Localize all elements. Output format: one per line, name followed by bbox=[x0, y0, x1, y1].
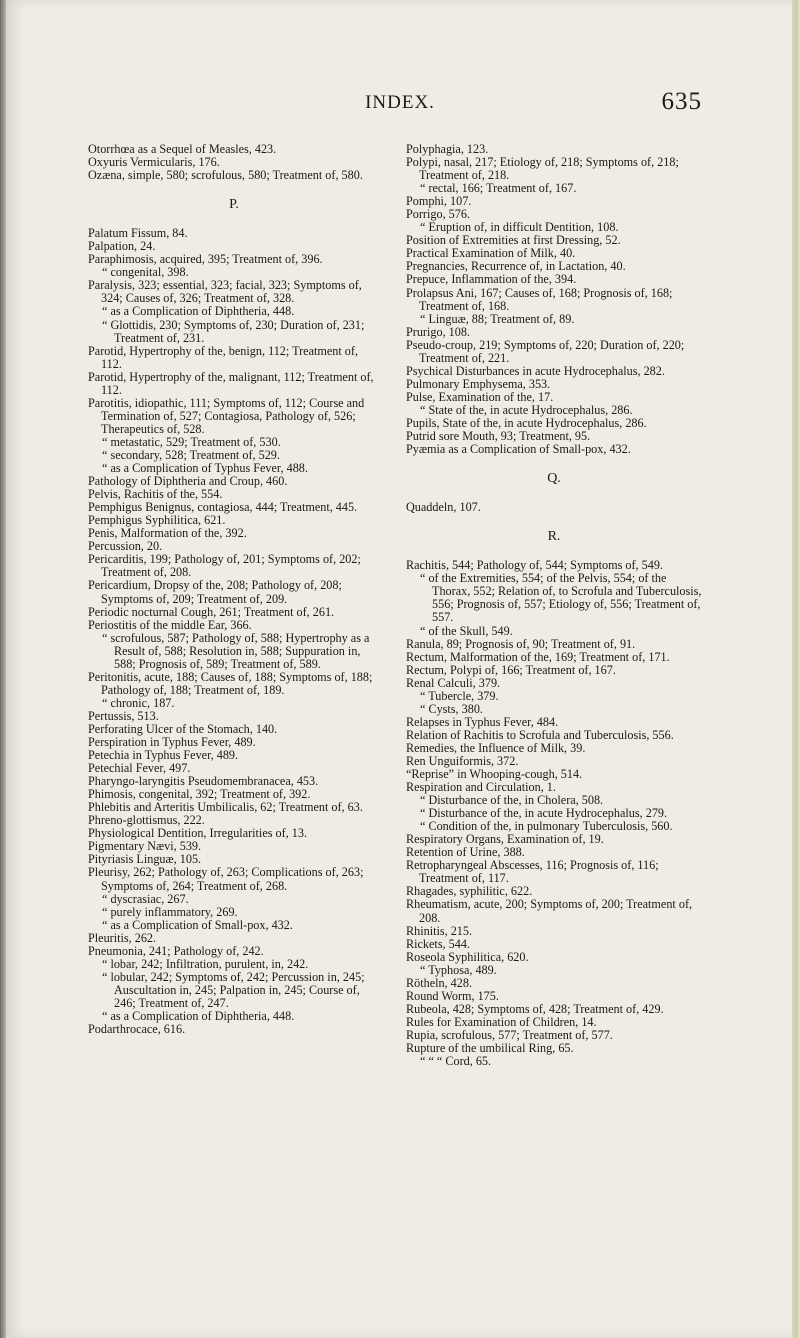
index-entry: Prepuce, Inflammation of the, 394. bbox=[406, 272, 577, 287]
index-entry: Phlebitis and Arteritis Umbilicalis, 62; Treatment of, 63. bbox=[88, 800, 363, 815]
index-entry: Podarthrocace, 616. bbox=[88, 1022, 186, 1037]
index-column-left bbox=[88, 143, 380, 1036]
index-entry: Petechia in Typhus Fever, 489. bbox=[88, 748, 239, 763]
index-entry: Pemphigus Benignus, contagiosa, 444; Treatment, 445. bbox=[88, 500, 358, 515]
running-title: INDEX. bbox=[365, 92, 435, 113]
index-subentry: “ lobular, 242; Symptoms of, 242; Percussion in, 245; Auscultation in, 245; Palpation in, 245; Course of, 246; Treatment of, 247. bbox=[102, 969, 365, 1010]
index-entry: Pseudo-croup, 219; Symptoms of, 220; Duration of, 220; Treatment of, 221. bbox=[406, 337, 685, 365]
index-entry: Pelvis, Rachitis of the, 554. bbox=[88, 487, 223, 502]
index-entry: Oxyuris Vermicularis, 176. bbox=[88, 155, 220, 170]
index-entry: Rupture of the umbilical Ring, 65. bbox=[406, 1041, 574, 1055]
index-entry: Roseola Syphilitica, 620. bbox=[406, 949, 529, 964]
index-subentry: “ Linguæ, 88; Treatment of, 89. bbox=[420, 311, 575, 326]
index-entry: Otorrhœa as a Sequel of Measles, 423. bbox=[88, 142, 277, 156]
index-entry: Pyæmia as a Complication of Small-pox, 432. bbox=[406, 442, 631, 457]
index-entry: Rupia, scrofulous, 577; Treatment of, 577. bbox=[406, 1027, 613, 1042]
index-entry: Rheumatism, acute, 200; Symptoms of, 200; Treatment of, 208. bbox=[406, 897, 693, 925]
index-entry: Pigmentary Nævi, 539. bbox=[88, 839, 202, 854]
index-entry: Retropharyngeal Abscesses, 116; Prognosis of, 116; Treatment of, 117. bbox=[406, 858, 659, 886]
index-subentry: “ lobar, 242; Infiltration, purulent, in, 242. bbox=[102, 956, 309, 971]
index-entry: Quaddeln, 107. bbox=[406, 500, 481, 515]
index-entry: Remedies, the Influence of Milk, 39. bbox=[406, 740, 586, 755]
index-entry: Pregnancies, Recurrence of, in Lactation, 40. bbox=[406, 259, 626, 274]
index-entry: Pneumonia, 241; Pathology of, 242. bbox=[88, 943, 264, 958]
index-entry: Parotid, Hypertrophy of the, malignant, 112; Treatment of, 112. bbox=[88, 369, 374, 397]
index-column-right bbox=[406, 143, 702, 1068]
page-number: 635 bbox=[661, 88, 702, 115]
index-subentry: “ as a Complication of Small-pox, 432. bbox=[102, 917, 293, 932]
index-entry: Ozæna, simple, 580; scrofulous, 580; Treatment of, 580. bbox=[88, 168, 363, 183]
index-subentry: “ as a Complication of Typhus Fever, 488. bbox=[102, 461, 308, 476]
index-entry: Pleurisy, 262; Pathology of, 263; Complications of, 263; Symptoms of, 264; Treatment of, 268. bbox=[88, 865, 364, 893]
index-entry: Periodic nocturnal Cough, 261; Treatment of, 261. bbox=[88, 604, 335, 619]
index-entry: Rötheln, 428. bbox=[406, 975, 473, 990]
index-entry: Pharyngo-laryngitis Pseudomembranacea, 453. bbox=[88, 774, 319, 789]
index-entry: Polypi, nasal, 217; Etiology of, 218; Symptoms of, 218; Treatment of, 218. bbox=[406, 155, 679, 183]
index-subentry: “ Cysts, 380. bbox=[420, 701, 483, 716]
index-subentry: “ of the Extremities, 554; of the Pelvis, 554; of the Thorax, 552; Relation of, to Scrofula and Tuberculosis, 556; Prognosis of, 557; Etiology of, 556; Treatment of, 557. bbox=[420, 571, 702, 625]
index-entry: Relapses in Typhus Fever, 484. bbox=[406, 714, 559, 729]
index-subentry: “ as a Complication of Diphtheria, 448. bbox=[102, 1009, 295, 1023]
index-entry: Periostitis of the middle Ear, 366. bbox=[88, 617, 252, 632]
index-entry: Paraphimosis, acquired, 395; Treatment of, 396. bbox=[88, 252, 323, 267]
index-entry: Pemphigus Syphilitica, 621. bbox=[88, 513, 226, 528]
index-entry: Practical Examination of Milk, 40. bbox=[406, 246, 576, 261]
page-fore-edge bbox=[792, 0, 800, 1338]
index-entry: Prurigo, 108. bbox=[406, 324, 470, 339]
index-entry: Rhagades, syphilitic, 622. bbox=[406, 884, 533, 899]
index-entry: Palpation, 24. bbox=[88, 239, 156, 254]
index-subentry: “ Tubercle, 379. bbox=[420, 688, 499, 703]
index-subentry: “ Typhosa, 489. bbox=[420, 962, 497, 977]
index-entry: Position of Extremities at first Dressing, 52. bbox=[406, 233, 621, 248]
index-entry: Ranula, 89; Prognosis of, 90; Treatment of, 91. bbox=[406, 636, 636, 651]
index-entry: Perforating Ulcer of the Stomach, 140. bbox=[88, 721, 278, 736]
index-entry: Phreno-glottismus, 222. bbox=[88, 813, 205, 828]
index-entry: Pleuritis, 262. bbox=[88, 930, 157, 945]
index-subentry: “ of the Skull, 549. bbox=[420, 623, 513, 638]
index-entry: Rectum, Polypi of, 166; Treatment of, 167. bbox=[406, 662, 616, 677]
index-entry: Respiration and Circulation, 1. bbox=[406, 780, 556, 795]
index-subentry: “ “ “ Cord, 65. bbox=[420, 1054, 492, 1069]
index-entry: Rhinitis, 215. bbox=[406, 923, 473, 938]
index-entry: “Reprise” in Whooping-cough, 514. bbox=[406, 767, 583, 782]
index-entry: Pupils, State of the, in acute Hydrocephalus, 286. bbox=[406, 415, 647, 430]
index-entry: Retention of Urine, 388. bbox=[406, 845, 525, 860]
index-subentry: “ Condition of the, in pulmonary Tuberculosis, 560. bbox=[420, 819, 673, 834]
index-entry: Parotitis, idiopathic, 111; Symptoms of, 112; Course and Termination of, 527; Contagiosa, Pathology of, 526; Therapeutics of, 528. bbox=[88, 395, 365, 436]
section-letter-heading: R. bbox=[547, 529, 561, 545]
section-letter-heading: P. bbox=[229, 197, 239, 213]
index-subentry: “ Eruption of, in difficult Dentition, 108. bbox=[420, 220, 619, 235]
index-entry: Pertussis, 513. bbox=[88, 708, 159, 723]
index-subentry: “ purely inflammatory, 269. bbox=[102, 904, 238, 919]
index-subentry: “ State of the, in acute Hydrocephalus, 286. bbox=[420, 402, 633, 417]
index-entry: Round Worm, 175. bbox=[406, 988, 499, 1003]
page-header bbox=[6, 88, 794, 118]
index-subentry: “ Disturbance of the, in acute Hydrocephalus, 279. bbox=[420, 806, 668, 821]
index-entry: Respiratory Organs, Examination of, 19. bbox=[406, 832, 604, 847]
index-entry: Pulmonary Emphysema, 353. bbox=[406, 376, 551, 391]
index-entry: Pulse, Examination of the, 17. bbox=[406, 389, 554, 404]
index-entry: Paralysis, 323; essential, 323; facial, 323; Symptoms of, 324; Causes of, 326; Treatment of, 328. bbox=[88, 278, 362, 306]
index-entry: Ren Unguiformis, 372. bbox=[406, 753, 519, 768]
index-entry: Porrigo, 576. bbox=[406, 207, 470, 222]
index-subentry: “ dyscrasiac, 267. bbox=[102, 891, 189, 906]
index-entry: Psychical Disturbances in acute Hydrocephalus, 282. bbox=[406, 363, 665, 378]
index-entry: Percussion, 20. bbox=[88, 539, 163, 554]
section-letter-heading: Q. bbox=[547, 471, 561, 487]
index-entry: Pomphi, 107. bbox=[406, 194, 472, 209]
index-entry: Physiological Dentition, Irregularities of, 13. bbox=[88, 826, 307, 841]
index-subentry: “ Glottidis, 230; Symptoms of, 230; Duration of, 231; Treatment of, 231. bbox=[102, 317, 365, 345]
index-entry: Pericarditis, 199; Pathology of, 201; Symptoms of, 202; Treatment of, 208. bbox=[88, 552, 361, 580]
index-subentry: “ scrofulous, 587; Pathology of, 588; Hypertrophy as a Result of, 588; Resolution in, 588; Suppuration in, 588; Prognosis of, 589; Treatment of, 589. bbox=[102, 630, 370, 671]
index-entry: Pityriasis Linguæ, 105. bbox=[88, 852, 202, 867]
index-entry: Peritonitis, acute, 188; Causes of, 188; Symptoms of, 188; Pathology of, 188; Treatment of, 189. bbox=[88, 669, 373, 697]
index-subentry: “ Disturbance of the, in Cholera, 508. bbox=[420, 793, 604, 808]
index-entry: Parotid, Hypertrophy of the, benign, 112; Treatment of, 112. bbox=[88, 343, 359, 371]
index-subentry: “ chronic, 187. bbox=[102, 695, 175, 710]
index-entry: Rubeola, 428; Symptoms of, 428; Treatment of, 429. bbox=[406, 1001, 664, 1016]
index-entry: Polyphagia, 123. bbox=[406, 142, 489, 156]
index-entry: Phimosis, congenital, 392; Treatment of, 392. bbox=[88, 787, 311, 802]
index-subentry: “ secondary, 528; Treatment of, 529. bbox=[102, 447, 280, 462]
index-entry: Perspiration in Typhus Fever, 489. bbox=[88, 735, 256, 750]
index-entry: Pericardium, Dropsy of the, 208; Pathology of, 208; Symptoms of, 209; Treatment of, 209. bbox=[88, 578, 342, 606]
index-entry: Pathology of Diphtheria and Croup, 460. bbox=[88, 474, 288, 489]
index-entry: Rectum, Malformation of the, 169; Treatment of, 171. bbox=[406, 649, 670, 664]
index-entry: Petechial Fever, 497. bbox=[88, 761, 191, 776]
index-entry: Rickets, 544. bbox=[406, 936, 470, 951]
index-subentry: “ metastatic, 529; Treatment of, 530. bbox=[102, 434, 281, 449]
index-subentry: “ congenital, 398. bbox=[102, 265, 189, 280]
index-entry: Rachitis, 544; Pathology of, 544; Symptoms of, 549. bbox=[406, 558, 663, 573]
index-entry: Relation of Rachitis to Scrofula and Tuberculosis, 556. bbox=[406, 727, 674, 742]
index-subentry: “ as a Complication of Diphtheria, 448. bbox=[102, 304, 295, 319]
index-subentry: “ rectal, 166; Treatment of, 167. bbox=[420, 181, 577, 196]
index-entry: Rules for Examination of Children, 14. bbox=[406, 1014, 597, 1029]
index-entry: Prolapsus Ani, 167; Causes of, 168; Prognosis of, 168; Treatment of, 168. bbox=[406, 285, 673, 313]
index-entry: Penis, Malformation of the, 392. bbox=[88, 526, 247, 541]
index-entry: Renal Calculi, 379. bbox=[406, 675, 501, 690]
index-entry: Putrid sore Mouth, 93; Treatment, 95. bbox=[406, 429, 591, 444]
book-page bbox=[6, 0, 794, 1338]
index-entry: Palatum Fissum, 84. bbox=[88, 226, 188, 241]
